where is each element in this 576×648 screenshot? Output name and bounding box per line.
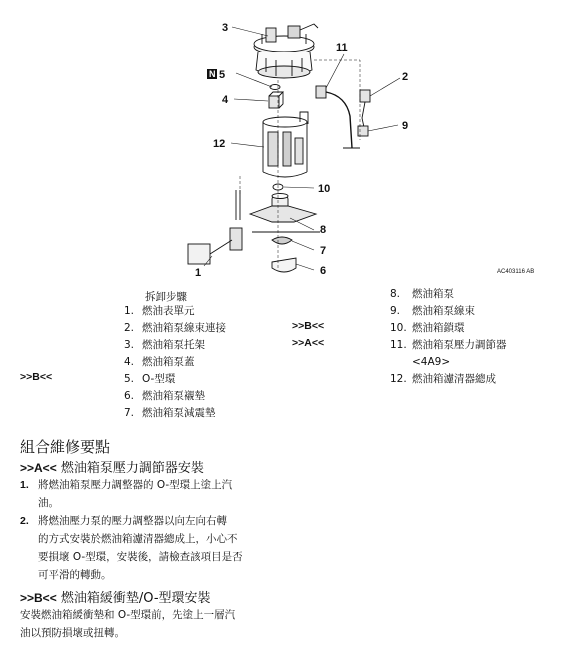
- pump-bracket-part: [254, 24, 318, 78]
- section-b-body: 安裝燃油箱緩衝墊和 O-型環前，先塗上一層汽 油以預防損壞或扭轉。: [20, 609, 236, 639]
- callout-10: 10: [318, 183, 331, 195]
- list-item: 1. 燃油表單元: [123, 305, 195, 317]
- section-a-title: 燃油箱泵壓力調節器安裝: [60, 461, 204, 476]
- callout-1: 1: [195, 267, 202, 279]
- list-item: 5. O-型環: [123, 373, 176, 385]
- figure-id: AC403116 AB: [497, 269, 535, 275]
- marker-b-step2: >>B<<: [292, 320, 325, 332]
- list-item: 6. 燃油箱泵襯墊: [123, 390, 205, 402]
- callout-4: 4: [222, 94, 229, 106]
- callout-3: 3: [222, 22, 229, 34]
- list-item: 12. 燃油箱濾清器總成: [390, 373, 496, 385]
- list-item: 9. 燃油箱泵線束: [390, 305, 475, 317]
- steps-left-list: [112, 303, 226, 422]
- callout-12: 12: [213, 138, 226, 150]
- steps-right-list: [390, 286, 507, 388]
- n-badge-letter: N: [209, 69, 216, 79]
- fuel-gauge-unit-part: [188, 190, 242, 264]
- list-item: 11. 燃油箱泵壓力調節器: [390, 339, 507, 351]
- callout-9: 9: [402, 120, 409, 132]
- section-a-marker: >>A<<: [20, 461, 57, 475]
- section-a-heading: [20, 457, 204, 476]
- steps-title: 拆卸步驟: [145, 291, 187, 303]
- section-a-item-1: 1. 將燃油箱泵壓力調整器的 O-型環上塗上汽 油。: [20, 479, 233, 509]
- exploded-diagram: [0, 0, 576, 285]
- list-item: <4A9>: [412, 356, 451, 368]
- callout-2: 2: [402, 71, 409, 83]
- list-item: 10. 燃油箱鎖環: [390, 322, 465, 334]
- pump-cushion-part: [272, 237, 292, 244]
- callout-11: 11: [336, 42, 348, 54]
- section-a-item-2: 2. 將燃油壓力泵的壓力調整器以向左向右轉 的方式安裝於燃油箱濾清器總成上，小心不 要損壞 O-型環，安裝後，請檢查該項目是否 可平滑的轉動。: [20, 515, 243, 581]
- callout-7: 7: [320, 245, 327, 257]
- marker-a-step3: >>A<<: [292, 337, 325, 349]
- section-b-marker: >>B<<: [20, 591, 57, 605]
- callout-5: 5: [219, 69, 226, 81]
- list-item: 8. 燃油箱泵: [390, 288, 454, 300]
- pump-gasket-part: [272, 258, 296, 272]
- fuel-pump-part: [250, 194, 320, 233]
- pressure-regulator-part: [316, 86, 360, 148]
- list-item: 7. 燃油箱泵減震墊: [123, 407, 216, 419]
- notes-heading: 組合維修要點: [20, 438, 111, 456]
- list-item: 3. 燃油箱泵托架: [123, 339, 205, 351]
- filter-assembly-part: [263, 112, 308, 177]
- pump-cover-part: [269, 92, 283, 108]
- list-item: 4. 燃油箱泵蓋: [123, 356, 195, 368]
- section-b-title: 燃油箱緩衝墊/O-型環安裝: [60, 591, 211, 606]
- callout-6: 6: [320, 265, 327, 277]
- list-item: 2. 燃油箱泵線束連接: [123, 322, 226, 334]
- callout-8: 8: [320, 224, 327, 236]
- marker-b-step5: >>B<<: [20, 371, 53, 383]
- section-b-heading: [20, 587, 211, 606]
